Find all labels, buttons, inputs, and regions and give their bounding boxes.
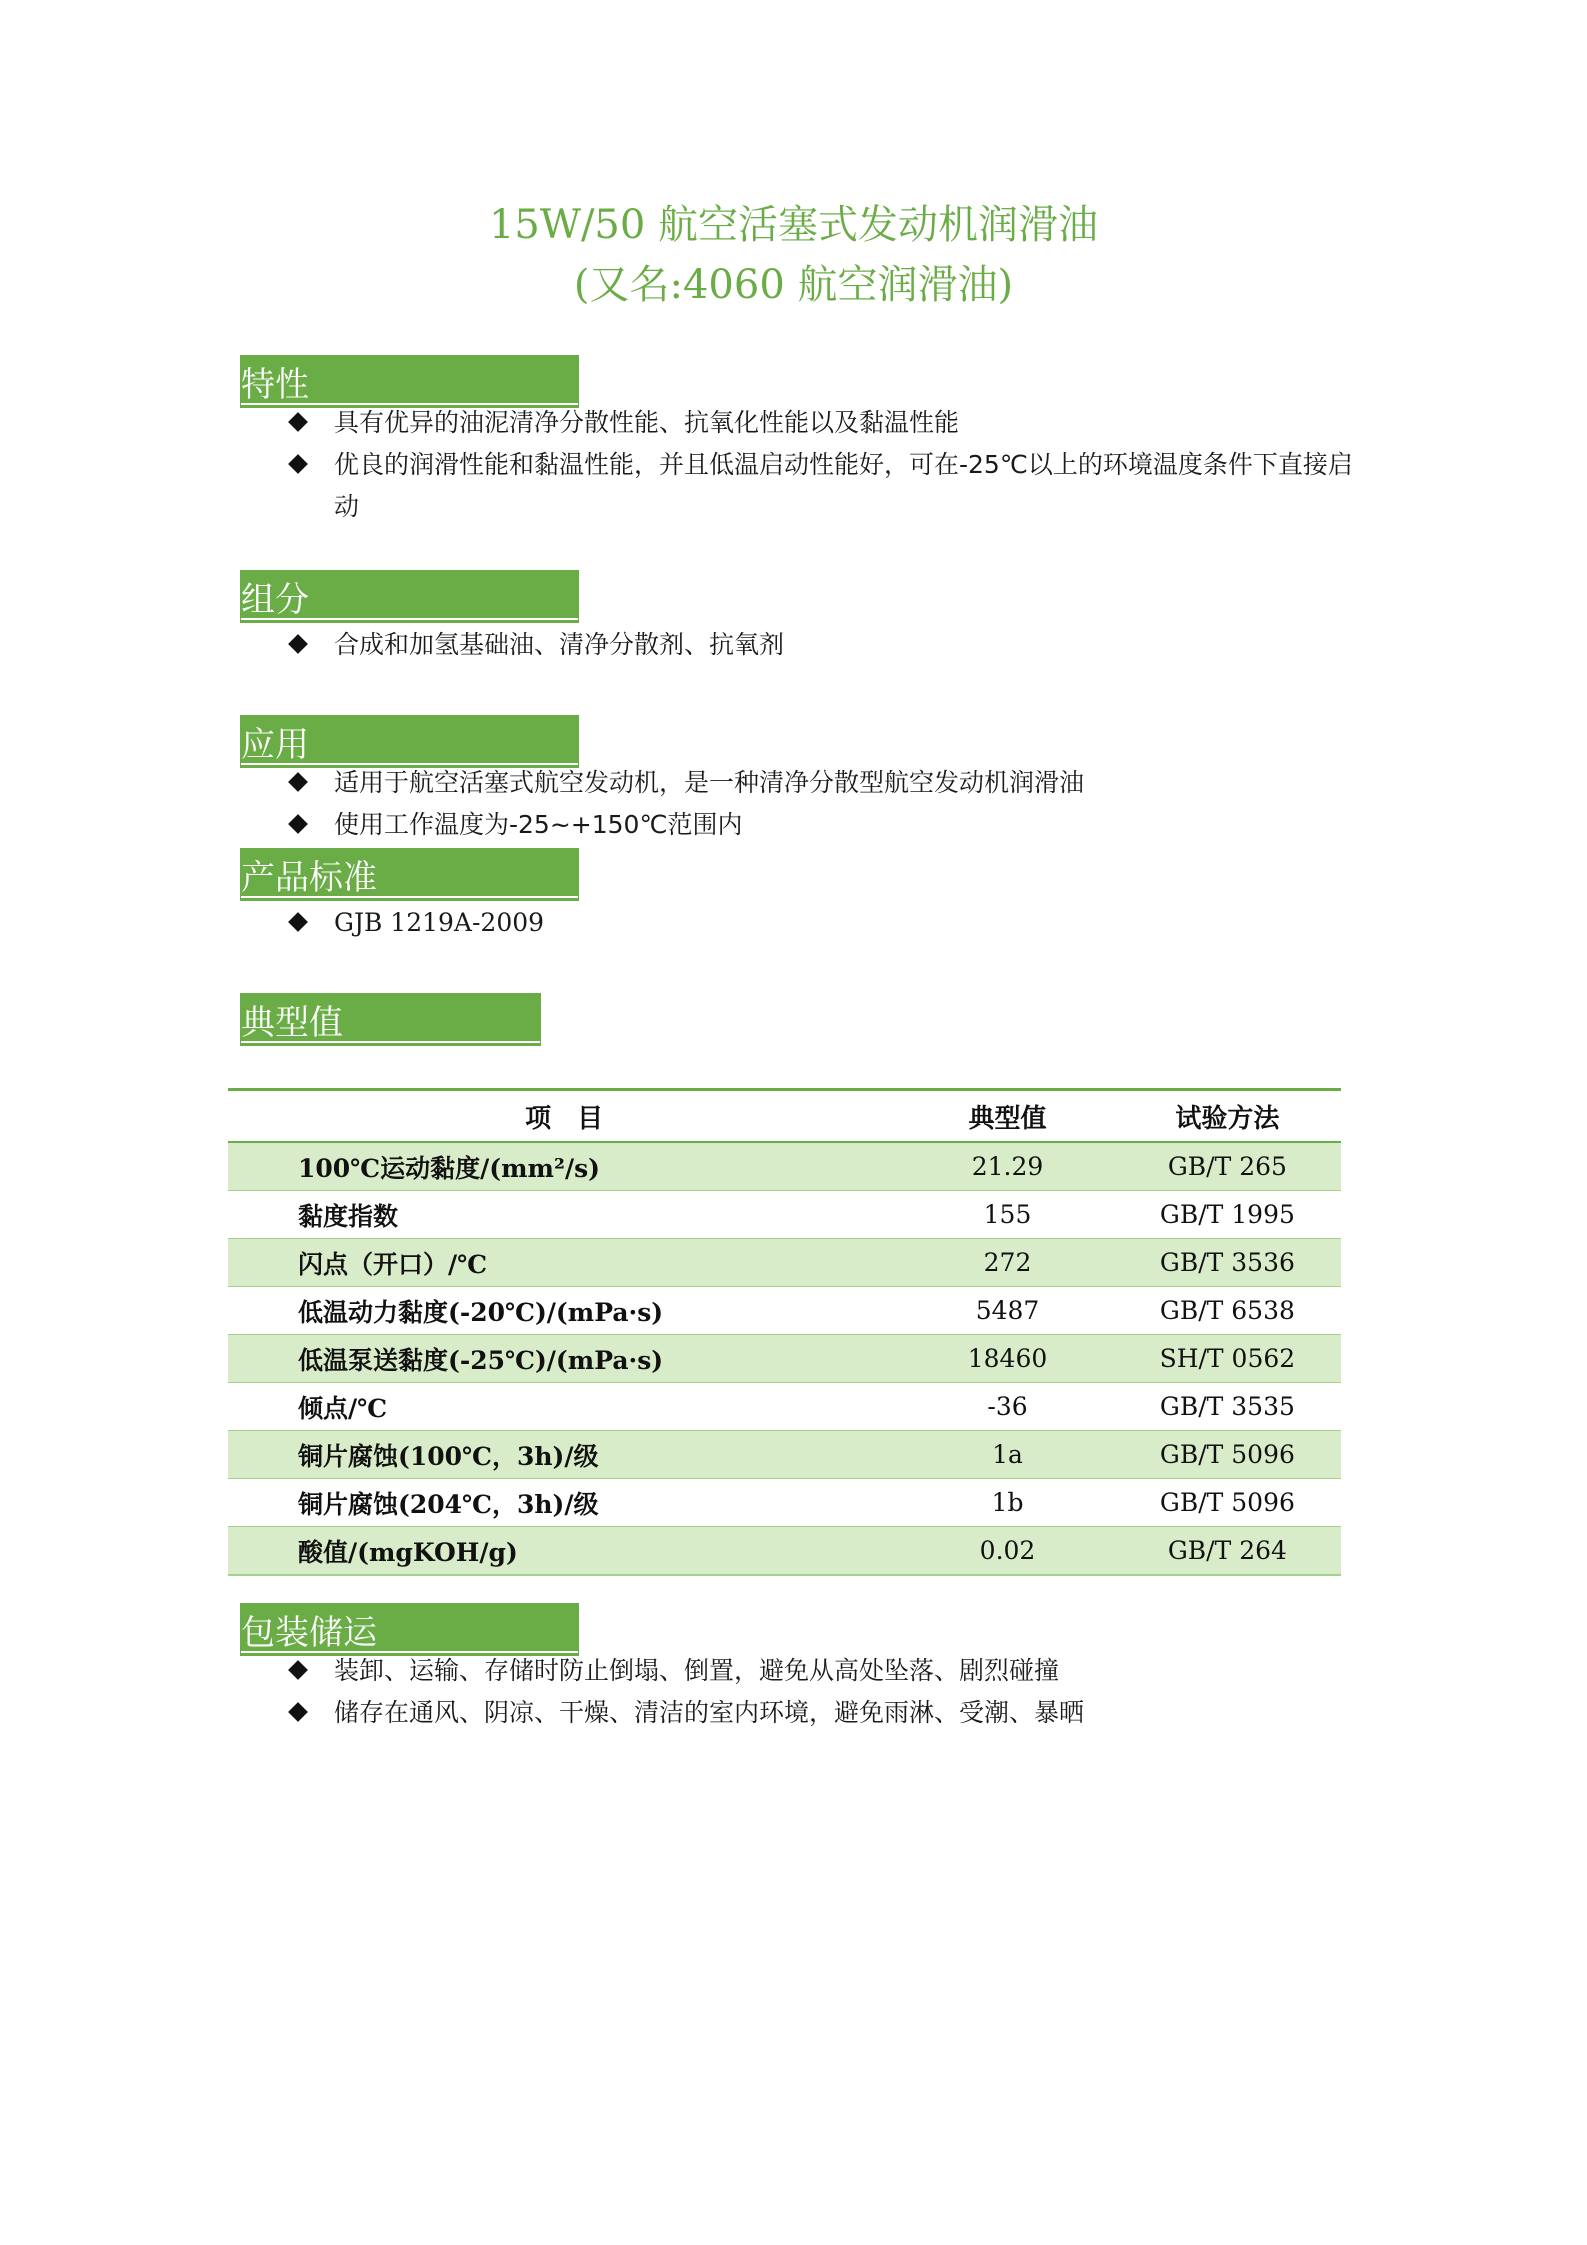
list-item: 储存在通风、阴凉、干燥、清洁的室内环境，避免雨淋、受潮、暴晒 bbox=[288, 1692, 1364, 1734]
column-header-test-method: 试验方法 bbox=[1175, 1103, 1280, 1134]
section-header-packaging bbox=[240, 1603, 579, 1651]
table-row bbox=[228, 1335, 1341, 1383]
cell-method: SH/T 0562 bbox=[1114, 1335, 1341, 1383]
table-row bbox=[228, 1191, 1341, 1239]
cell-item: 低温动力黏度(-20℃)/(mPa·s) bbox=[228, 1287, 901, 1335]
diamond-bullet-icon bbox=[288, 772, 308, 792]
list-item: GJB 1219A-2009 bbox=[288, 902, 1364, 944]
cell-method: GB/T 265 bbox=[1114, 1142, 1341, 1191]
diamond-bullet-icon bbox=[288, 454, 308, 474]
section-heading-standard: 产品标准 bbox=[241, 858, 377, 898]
table-row bbox=[228, 1142, 1341, 1191]
table-row bbox=[228, 1431, 1341, 1479]
cell-method: GB/T 3536 bbox=[1114, 1239, 1341, 1287]
application-list bbox=[288, 762, 1364, 846]
standard-list bbox=[288, 902, 1364, 944]
cell-value: 1b bbox=[901, 1479, 1114, 1527]
diamond-bullet-icon bbox=[288, 814, 308, 834]
table-header-row bbox=[228, 1090, 1341, 1143]
diamond-bullet-icon bbox=[288, 412, 308, 432]
cell-item: 黏度指数 bbox=[228, 1191, 901, 1239]
list-item: 优良的润滑性能和黏温性能，并且低温启动性能好，可在-25℃以上的环境温度条件下直接启动 bbox=[288, 444, 1364, 528]
cell-value: 21.29 bbox=[901, 1142, 1114, 1191]
section-heading-application: 应用 bbox=[241, 725, 309, 765]
packaging-list bbox=[288, 1650, 1364, 1734]
cell-value: 155 bbox=[901, 1191, 1114, 1239]
cell-method: GB/T 3535 bbox=[1114, 1383, 1341, 1431]
section-heading-typical: 典型值 bbox=[241, 1003, 343, 1043]
cell-value: 272 bbox=[901, 1239, 1114, 1287]
cell-item: 酸值/(mgKOH/g) bbox=[228, 1527, 901, 1576]
cell-item: 铜片腐蚀(204℃，3h)/级 bbox=[228, 1479, 901, 1527]
cell-method: GB/T 5096 bbox=[1114, 1431, 1341, 1479]
section-header-typical bbox=[240, 993, 541, 1041]
section-header-application bbox=[240, 715, 579, 763]
table-row bbox=[228, 1383, 1341, 1431]
section-heading-composition: 组分 bbox=[241, 580, 309, 620]
cell-value: 0.02 bbox=[901, 1527, 1114, 1576]
typical-values-table bbox=[228, 1088, 1341, 1576]
table-row bbox=[228, 1479, 1341, 1527]
column-header-typical-value: 典型值 bbox=[968, 1103, 1047, 1134]
cell-value: 1a bbox=[901, 1431, 1114, 1479]
list-item: 合成和加氢基础油、清净分散剂、抗氧剂 bbox=[288, 624, 1364, 666]
cell-value: -36 bbox=[901, 1383, 1114, 1431]
cell-item: 低温泵送黏度(-25℃)/(mPa·s) bbox=[228, 1335, 901, 1383]
section-heading-features: 特性 bbox=[241, 365, 309, 405]
cell-item: 100℃运动黏度/(mm²/s) bbox=[228, 1142, 901, 1191]
diamond-bullet-icon bbox=[288, 634, 308, 654]
cell-item: 闪点（开口）/℃ bbox=[228, 1239, 901, 1287]
table-row bbox=[228, 1239, 1341, 1287]
list-item: 使用工作温度为-25~+150℃范围内 bbox=[288, 804, 1364, 846]
cell-method: GB/T 5096 bbox=[1114, 1479, 1341, 1527]
diamond-bullet-icon bbox=[288, 912, 308, 932]
cell-item: 倾点/℃ bbox=[228, 1383, 901, 1431]
list-item: 装卸、运输、存储时防止倒塌、倒置，避免从高处坠落、剧烈碰撞 bbox=[288, 1650, 1364, 1692]
section-header-features bbox=[240, 355, 579, 403]
list-item: 适用于航空活塞式航空发动机，是一种清净分散型航空发动机润滑油 bbox=[288, 762, 1364, 804]
section-header-standard bbox=[240, 848, 579, 896]
table-row bbox=[228, 1527, 1341, 1576]
document-title: 15W/50 航空活塞式发动机润滑油 bbox=[488, 202, 1099, 248]
list-item: 具有优异的油泥清净分散性能、抗氧化性能以及黏温性能 bbox=[288, 402, 1364, 444]
features-list bbox=[288, 402, 1364, 528]
cell-method: GB/T 6538 bbox=[1114, 1287, 1341, 1335]
section-heading-packaging: 包装储运 bbox=[241, 1613, 377, 1653]
diamond-bullet-icon bbox=[288, 1660, 308, 1680]
cell-value: 18460 bbox=[901, 1335, 1114, 1383]
cell-method: GB/T 1995 bbox=[1114, 1191, 1341, 1239]
cell-value: 5487 bbox=[901, 1287, 1114, 1335]
diamond-bullet-icon bbox=[288, 1702, 308, 1722]
column-header-item: 项 目 bbox=[525, 1103, 604, 1134]
section-header-composition bbox=[240, 570, 579, 618]
table-row bbox=[228, 1287, 1341, 1335]
cell-method: GB/T 264 bbox=[1114, 1527, 1341, 1576]
cell-item: 铜片腐蚀(100℃，3h)/级 bbox=[228, 1431, 901, 1479]
document-subtitle: (又名:4060 航空润滑油) bbox=[573, 262, 1014, 308]
composition-list bbox=[288, 624, 1364, 666]
